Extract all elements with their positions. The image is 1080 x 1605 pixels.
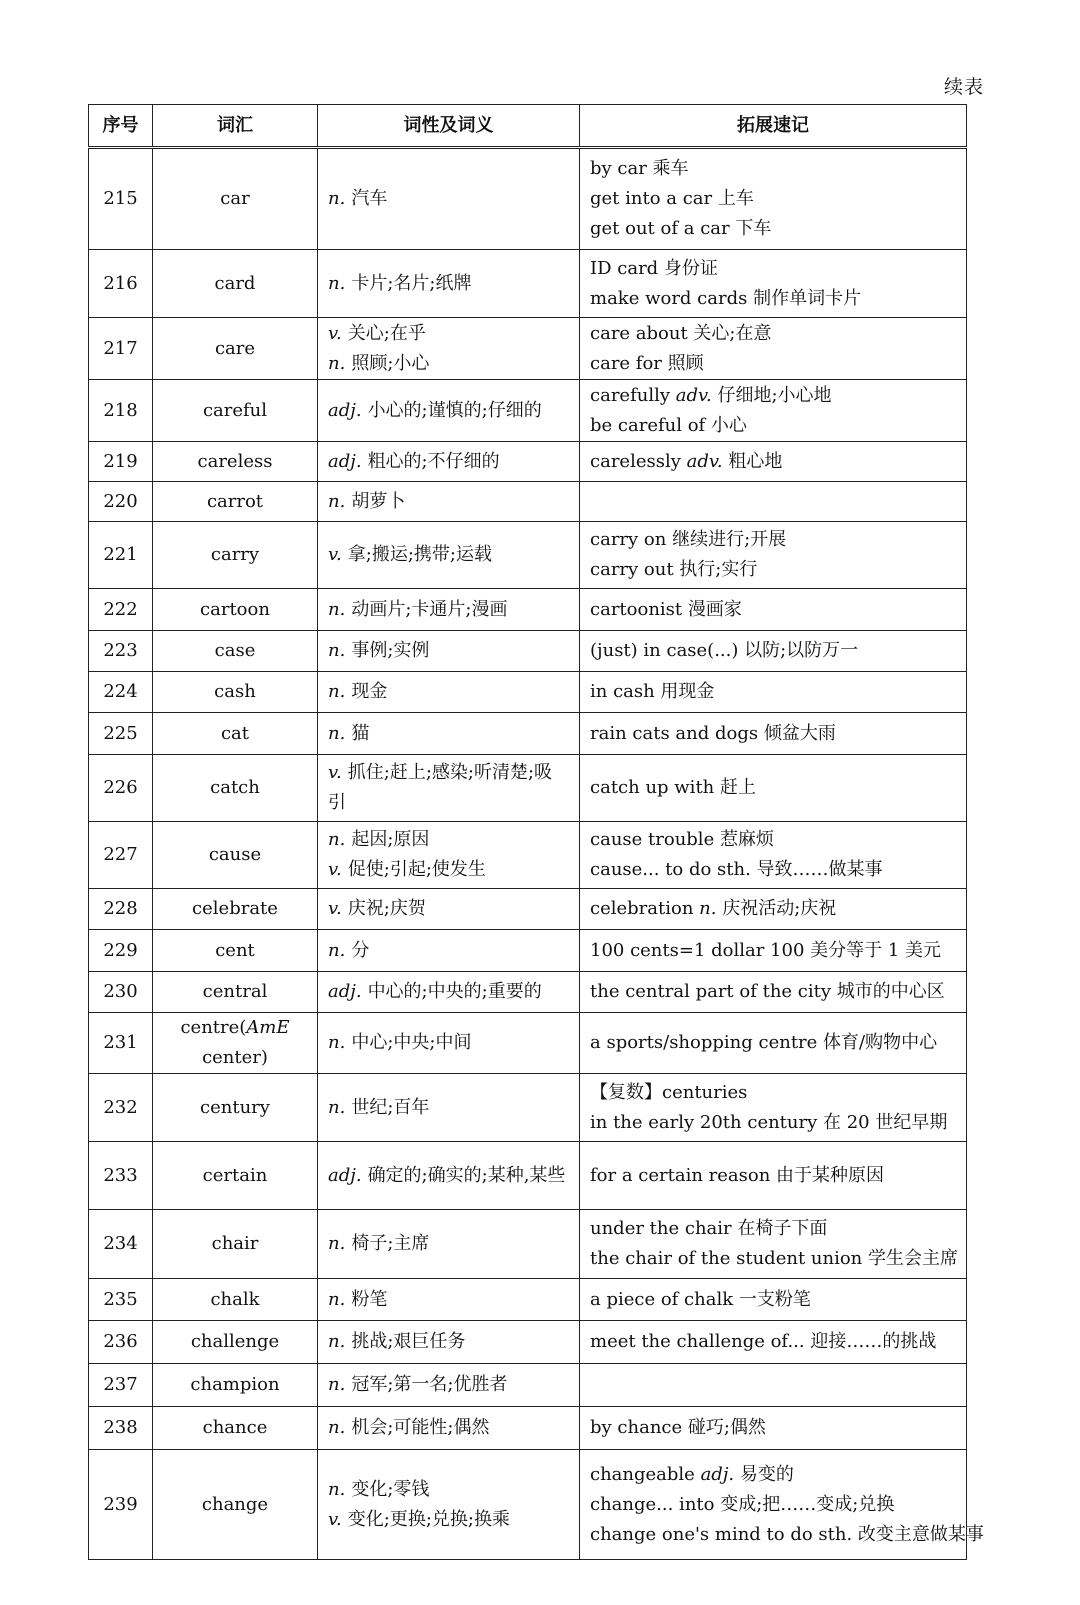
table-body <box>89 148 984 1560</box>
part-of-speech: n. <box>328 352 346 374</box>
entry-extension <box>580 318 967 380</box>
entry-word: careless <box>153 442 318 482</box>
pos-line <box>328 894 569 924</box>
entry-word <box>153 1013 318 1074</box>
part-of-speech: n. <box>328 1478 346 1500</box>
meaning-text: 世纪;百年 <box>351 1096 430 1118</box>
extension-line: in cash 用现金 <box>590 681 715 702</box>
extension-line: rain cats and dogs 倾盆大雨 <box>590 722 836 744</box>
pos-line <box>328 319 569 349</box>
entry-word: century <box>153 1074 318 1142</box>
pos-line <box>328 1093 569 1123</box>
part-of-speech: n. <box>328 1374 346 1395</box>
pos-line <box>328 349 569 379</box>
part-of-speech: n. <box>328 1233 346 1254</box>
table-row <box>89 522 967 589</box>
part-of-speech: n. <box>328 1096 346 1118</box>
entry-extension <box>580 442 967 482</box>
entry-extension <box>580 889 967 930</box>
meaning-text: 粉笔 <box>351 1288 388 1310</box>
word-part: center) <box>202 1047 268 1068</box>
table-header-row <box>89 105 967 148</box>
entry-number: 234 <box>89 1210 153 1279</box>
part-of-speech: v. <box>328 762 342 783</box>
extension-line: change one's mind to do sth. 改变主意做某事 <box>590 1523 984 1545</box>
entry-number: 238 <box>89 1407 153 1450</box>
extension-line: by car 乘车 <box>590 158 689 179</box>
entry-word: cartoon <box>153 589 318 631</box>
extension-line: get out of a car 下车 <box>590 218 772 239</box>
meaning-text: 起因;原因 <box>351 829 430 850</box>
entry-number: 237 <box>89 1364 153 1407</box>
table-row <box>89 822 967 889</box>
entry-number: 232 <box>89 1074 153 1142</box>
extension-line <box>590 381 956 411</box>
part-of-speech: v. <box>328 859 342 880</box>
word-variant-label: AmE <box>246 1017 290 1038</box>
entry-word: challenge <box>153 1321 318 1364</box>
table-row <box>89 1074 967 1142</box>
extension-line <box>590 1460 956 1490</box>
table-row <box>89 318 967 380</box>
entry-number: 219 <box>89 442 153 482</box>
entry-word: careful <box>153 380 318 442</box>
entry-number: 226 <box>89 755 153 822</box>
entry-pos-meaning <box>318 755 580 822</box>
table-row <box>89 889 967 930</box>
extension-line: catch up with 赶上 <box>590 777 756 798</box>
entry-pos-meaning <box>318 930 580 972</box>
meaning-text: 抓住;赶上;感染;听清楚;吸引 <box>328 762 553 813</box>
part-of-speech: adj. <box>328 399 362 421</box>
entry-pos-meaning <box>318 672 580 713</box>
entry-number: 228 <box>89 889 153 930</box>
entry-number: 225 <box>89 713 153 755</box>
entry-extension <box>580 972 967 1013</box>
pos-line <box>328 636 569 666</box>
table-row <box>89 1321 967 1364</box>
meaning-text: 胡萝卜 <box>351 490 406 512</box>
part-of-speech: n. <box>699 898 717 919</box>
entry-word: champion <box>153 1364 318 1407</box>
entry-pos-meaning <box>318 589 580 631</box>
meaning-text: 小心的;谨慎的;仔细的 <box>367 399 542 421</box>
entry-number: 227 <box>89 822 153 889</box>
pos-line <box>328 825 569 855</box>
table-row <box>89 589 967 631</box>
entry-extension <box>580 1142 967 1210</box>
entry-pos-meaning <box>318 1450 580 1560</box>
meaning-text: 猫 <box>351 722 370 744</box>
entry-extension <box>580 1074 967 1142</box>
pos-line <box>328 758 569 818</box>
entry-extension <box>580 713 967 755</box>
vocabulary-table <box>88 104 984 1560</box>
entry-word: chance <box>153 1407 318 1450</box>
part-of-speech: n. <box>328 188 346 209</box>
pos-line <box>328 977 569 1007</box>
extension-line: cause... to do sth. 导致……做某事 <box>590 859 883 880</box>
meaning-text: 挑战;艰巨任务 <box>351 1331 466 1352</box>
entry-extension <box>580 1407 967 1450</box>
table-row <box>89 755 967 822</box>
extension-line: by chance 碰巧;偶然 <box>590 1417 766 1438</box>
entry-extension <box>580 1210 967 1279</box>
extension-line: make word cards 制作单词卡片 <box>590 287 862 309</box>
pos-line <box>328 595 569 625</box>
entry-extension <box>580 672 967 713</box>
pos-line <box>328 1229 569 1259</box>
extension-line: care for 照顾 <box>590 352 704 374</box>
extension-line <box>590 447 956 477</box>
meaning-text: 照顾;小心 <box>351 352 430 374</box>
entry-number: 233 <box>89 1142 153 1210</box>
entry-extension <box>580 1364 967 1407</box>
meaning-text: 椅子;主席 <box>351 1233 430 1254</box>
extension-text: 庆祝活动;庆祝 <box>716 898 837 919</box>
extension-line: care about 关心;在意 <box>590 322 772 344</box>
part-of-speech: v. <box>328 544 342 565</box>
table-row <box>89 1364 967 1407</box>
extension-line: cartoonist 漫画家 <box>590 598 742 620</box>
extension-line: under the chair 在椅子下面 <box>590 1218 828 1239</box>
entry-extension <box>580 148 967 250</box>
extension-text: 易变的 <box>734 1463 794 1485</box>
pos-line <box>328 540 569 570</box>
extension-line: cause trouble 惹麻烦 <box>590 829 774 850</box>
entry-number: 222 <box>89 589 153 631</box>
extension-line: the central part of the city 城市的中心区 <box>590 981 945 1002</box>
entry-number: 235 <box>89 1279 153 1321</box>
part-of-speech: n. <box>328 722 346 744</box>
meaning-text: 庆祝;庆贺 <box>347 898 426 919</box>
entry-pos-meaning <box>318 1142 580 1210</box>
table-row <box>89 1450 967 1560</box>
pos-line <box>328 184 569 214</box>
entry-word: change <box>153 1450 318 1560</box>
extension-line: the chair of the student union 学生会主席 <box>590 1248 958 1269</box>
part-of-speech: v. <box>328 322 342 344</box>
pos-line <box>328 677 569 707</box>
extension-text: carefully <box>590 384 676 406</box>
extension-line: meet the challenge of... 迎接……的挑战 <box>590 1331 937 1352</box>
entry-number: 223 <box>89 631 153 672</box>
table-row <box>89 1013 967 1074</box>
part-of-speech: n. <box>328 1288 346 1310</box>
pos-line <box>328 1505 569 1535</box>
entry-pos-meaning <box>318 522 580 589</box>
entry-pos-meaning <box>318 631 580 672</box>
meaning-text: 拿;搬运;携带;运载 <box>347 544 492 565</box>
entry-pos-meaning <box>318 1364 580 1407</box>
part-of-speech: n. <box>328 829 346 850</box>
part-of-speech: n. <box>328 272 346 294</box>
entry-extension <box>580 631 967 672</box>
entry-extension <box>580 755 967 822</box>
entry-pos-meaning <box>318 318 580 380</box>
table-row <box>89 1279 967 1321</box>
part-of-speech: adj. <box>328 450 362 472</box>
entry-word: case <box>153 631 318 672</box>
extension-line: a piece of chalk 一支粉笔 <box>590 1288 811 1310</box>
entry-word: chalk <box>153 1279 318 1321</box>
meaning-text: 事例;实例 <box>351 640 430 661</box>
meaning-text: 机会;可能性;偶然 <box>351 1417 490 1438</box>
part-of-speech: n. <box>328 1032 346 1053</box>
table-row <box>89 631 967 672</box>
entry-number: 231 <box>89 1013 153 1074</box>
entry-word: central <box>153 972 318 1013</box>
part-of-speech: n. <box>328 681 346 702</box>
pos-line <box>328 1370 569 1400</box>
table-row <box>89 713 967 755</box>
entry-pos-meaning <box>318 822 580 889</box>
entry-word: catch <box>153 755 318 822</box>
entry-pos-meaning <box>318 482 580 522</box>
extension-line: 100 cents=1 dollar 100 美分等于 1 美元 <box>590 939 942 961</box>
entry-extension <box>580 589 967 631</box>
entry-word: carrot <box>153 482 318 522</box>
entry-pos-meaning <box>318 1407 580 1450</box>
extension-line: change... into 变成;把……变成;兑换 <box>590 1493 895 1515</box>
table-row <box>89 672 967 713</box>
part-of-speech: n. <box>328 1417 346 1438</box>
extension-line: ID card 身份证 <box>590 257 718 279</box>
entry-word: cause <box>153 822 318 889</box>
extension-line: for a certain reason 由于某种原因 <box>590 1164 885 1186</box>
header-extension: 拓展速记 <box>580 105 967 148</box>
part-of-speech: n. <box>328 490 346 512</box>
part-of-speech: v. <box>328 1508 342 1530</box>
entry-number: 221 <box>89 522 153 589</box>
pos-line <box>328 1475 569 1505</box>
table-row <box>89 442 967 482</box>
entry-word: carry <box>153 522 318 589</box>
extension-text: carelessly <box>590 450 687 472</box>
entry-word: cent <box>153 930 318 972</box>
part-of-speech: adv. <box>675 384 712 406</box>
entry-number: 224 <box>89 672 153 713</box>
entry-pos-meaning <box>318 250 580 318</box>
entry-pos-meaning <box>318 972 580 1013</box>
meaning-text: 关心;在乎 <box>347 322 426 344</box>
entry-number: 229 <box>89 930 153 972</box>
pos-line <box>328 1285 569 1315</box>
part-of-speech: n. <box>328 939 346 961</box>
table-row <box>89 482 967 522</box>
part-of-speech: n. <box>328 1331 346 1352</box>
pos-line <box>328 396 569 426</box>
meaning-text: 促使;引起;使发生 <box>347 859 486 880</box>
entry-word: cash <box>153 672 318 713</box>
entry-extension <box>580 1321 967 1364</box>
meaning-text: 变化;零钱 <box>351 1478 430 1500</box>
pos-line <box>328 1161 569 1191</box>
entry-pos-meaning <box>318 442 580 482</box>
table-row <box>89 250 967 318</box>
entry-pos-meaning <box>318 1074 580 1142</box>
table-row <box>89 930 967 972</box>
extension-line: in the early 20th century 在 20 世纪早期 <box>590 1111 948 1133</box>
entry-extension <box>580 380 967 442</box>
meaning-text: 汽车 <box>351 188 388 209</box>
entry-pos-meaning <box>318 148 580 250</box>
extension-line: a sports/shopping centre 体育/购物中心 <box>590 1032 938 1053</box>
part-of-speech: adj. <box>328 981 362 1002</box>
part-of-speech: n. <box>328 640 346 661</box>
extension-text: changeable <box>590 1463 701 1485</box>
entry-number: 218 <box>89 380 153 442</box>
pos-line <box>328 447 569 477</box>
table-row <box>89 380 967 442</box>
entry-number: 239 <box>89 1450 153 1560</box>
meaning-text: 卡片;名片;纸牌 <box>351 272 472 294</box>
extension-line: carry out 执行;实行 <box>590 559 758 580</box>
entry-word: cat <box>153 713 318 755</box>
extension-line: get into a car 上车 <box>590 188 754 209</box>
part-of-speech: v. <box>328 898 342 919</box>
entry-extension <box>580 1013 967 1074</box>
meaning-text: 中心的;中央的;重要的 <box>367 981 542 1002</box>
table-row <box>89 1210 967 1279</box>
entry-number: 220 <box>89 482 153 522</box>
extension-text: 粗心地 <box>722 450 783 472</box>
entry-extension <box>580 522 967 589</box>
meaning-text: 现金 <box>351 681 388 702</box>
pos-line <box>328 1327 569 1357</box>
pos-line <box>328 269 569 299</box>
extension-text: 仔细地;小心地 <box>711 384 832 406</box>
entry-extension <box>580 1279 967 1321</box>
header-number: 序号 <box>89 105 153 148</box>
part-of-speech: adj. <box>700 1463 735 1485</box>
entry-word: care <box>153 318 318 380</box>
word-part: centre( <box>180 1017 247 1038</box>
entry-pos-meaning <box>318 1321 580 1364</box>
extension-line: 【复数】centuries <box>590 1081 748 1103</box>
entry-pos-meaning <box>318 1210 580 1279</box>
extension-text: celebration <box>590 898 700 919</box>
meaning-text: 分 <box>351 939 370 961</box>
entry-word: card <box>153 250 318 318</box>
meaning-text: 确定的;确实的;某种,某些 <box>367 1164 566 1186</box>
entry-pos-meaning <box>318 1013 580 1074</box>
meaning-text: 中心;中央;中间 <box>351 1032 472 1053</box>
entry-extension <box>580 1450 984 1560</box>
pos-line <box>328 1028 569 1058</box>
entry-word: chair <box>153 1210 318 1279</box>
pos-line <box>328 936 569 966</box>
pos-line <box>328 855 569 885</box>
extension-line <box>590 894 956 924</box>
header-pos-meaning: 词性及词义 <box>318 105 580 148</box>
entry-word: car <box>153 148 318 250</box>
entry-extension <box>580 930 967 972</box>
entry-number: 236 <box>89 1321 153 1364</box>
entry-word: celebrate <box>153 889 318 930</box>
table-row <box>89 1142 967 1210</box>
part-of-speech: n. <box>328 598 346 620</box>
extension-line: be careful of 小心 <box>590 414 747 436</box>
table-row <box>89 972 967 1013</box>
pos-line <box>328 719 569 749</box>
entry-extension <box>580 250 967 318</box>
meaning-text: 粗心的;不仔细的 <box>367 450 500 472</box>
entry-pos-meaning <box>318 380 580 442</box>
table-row <box>89 148 967 250</box>
entry-number: 216 <box>89 250 153 318</box>
extension-line: (just) in case(...) 以防;以防万一 <box>590 640 859 661</box>
meaning-text: 变化;更换;兑换;换乘 <box>347 1508 510 1530</box>
header-word: 词汇 <box>153 105 318 148</box>
continued-label: 续表 <box>943 76 984 98</box>
part-of-speech: adv. <box>686 450 723 472</box>
entry-pos-meaning <box>318 713 580 755</box>
entry-pos-meaning <box>318 889 580 930</box>
entry-number: 217 <box>89 318 153 380</box>
entry-extension <box>580 482 967 522</box>
meaning-text: 冠军;第一名;优胜者 <box>351 1374 508 1395</box>
entry-word: certain <box>153 1142 318 1210</box>
pos-line <box>328 1413 569 1443</box>
pos-line <box>328 487 569 517</box>
meaning-text: 动画片;卡通片;漫画 <box>351 598 508 620</box>
entry-number: 215 <box>89 148 153 250</box>
entry-pos-meaning <box>318 1279 580 1321</box>
table-row <box>89 1407 967 1450</box>
extension-line: carry on 继续进行;开展 <box>590 529 787 550</box>
part-of-speech: adj. <box>328 1164 362 1186</box>
entry-number: 230 <box>89 972 153 1013</box>
entry-extension <box>580 822 967 889</box>
